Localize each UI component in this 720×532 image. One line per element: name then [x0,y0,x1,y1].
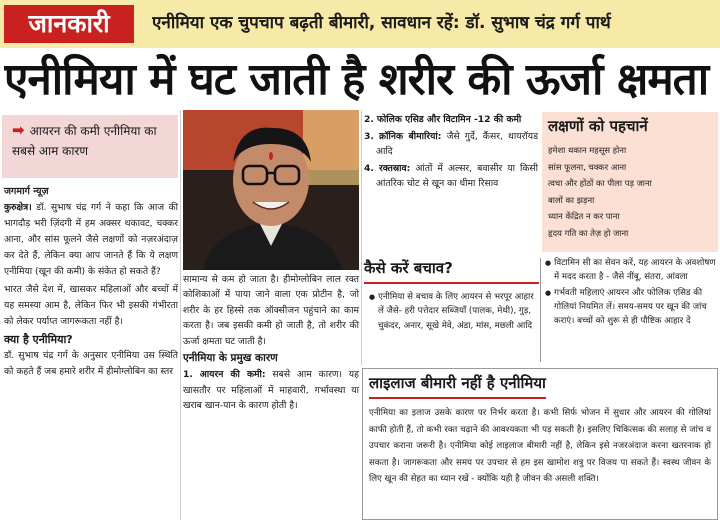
paragraph: भारत जैसे देश में, खासकर महिलाओं और बच्चों में यह समस्या आम है, लेकिन फिर भी इसकी गंभीरता को लेकर पर्याप्त जागरूकता नहीं है। [4,284,178,327]
list-number: 4. [364,162,374,174]
box-title: लाइलाज बीमारी नहीं है एनीमिया [369,373,546,399]
prevention-item: ● एनीमिया से बचाव के लिए आयरन से भरपूर आहार लें जैसे- हरी पत्तेदार सब्जियाँ (पालक, मेथी), गुड़, चुकंदर, अनार, सूखे मेवे, अंडा, मांस, मछली आदि [368,290,538,333]
list-item [364,129,538,160]
byline: जगमार्ग न्यूज़ [4,186,49,197]
list-number: 3. [364,130,374,142]
headline: एनीमिया में घट जाती है शरीर की ऊर्जा क्षमता [4,54,709,105]
list-item-text: सबसे आम कारण। यह खासतौर पर महिलाओं में माहवारी, गर्भावस्था या खराब खान-पान के कारण होती है। [183,369,360,412]
portrait-illustration [183,110,359,270]
symptom-item: हमेशा थकान महसूस होना [548,145,627,155]
column-divider [361,110,362,365]
subheading: एनीमिया के प्रमुख कारण [183,352,278,365]
list-number: 2. [364,114,374,125]
list-item [364,161,538,192]
list-item-head: आयरन की कमी: [199,369,266,381]
prevention-left [368,290,538,335]
paragraph: डॉ. सुभाष चंद्र गर्ग ने कहा कि आज की भागदौड़ भरी ज़िंदगी में हम अक्सर थकावट, चक्कर आना, और सांस फूलने जैसे लक्षणों को नज़रअंदाज़ कर देते हैं, लेकिन क्या आप जानते हैं कि ये लक्षण एनीमिया (खून की कमी) के संकेत हो सकते हैं? [4,202,178,277]
prevention-right [544,256,716,330]
symptoms-title: लक्षणों को पहचानें [548,117,648,135]
highlight-text: आयरन की कमी एनीमिया का सबसे आम कारण [12,124,157,158]
symptom-item: सांस फूलना, चक्कर आना [548,161,627,172]
section-tag: जानकारी [4,5,134,43]
subheadline: एनीमिया एक चुपचाप बढ़ती बीमारी, सावधान रहें: डॉ. सुभाष चंद्र गर्ग पार्थ [152,13,611,33]
paragraph: सामान्य से कम हो जाता है। हीमोग्लोबिन लाल रक्त कोशिकाओं में पाया जाने वाला एक प्रोटीन है, जो शरीर के हर हिस्से तक ऑक्सीजन पहुंचाने का काम करता है। जब इसकी कमी हो जाती है, तो शरीर की ऊर्जा क्षमता घट जाती है। [183,274,359,347]
column-divider [540,258,541,362]
doctor-photo [183,110,359,270]
list-item-text: आंतों में अल्सर, बवासीर या किसी आंतरिक चोट से खून का धीमा रिसाव [376,162,539,190]
symptom-item: हृदय गति का तेज़ हो जाना [548,227,629,238]
highlight-box [2,115,178,178]
list-item-head: क्रॉनिक बीमारियां: [379,130,442,142]
symptoms-list [548,142,712,241]
box-body: एनीमिया का इलाज उसके कारण पर निर्भर करता है। कभी सिर्फ भोजन में सुधार और आयरन की गोलियां काफी होती हैं, तो कभी रक्त चढ़ाने की आवश्यकता भी पड़ सकती है। इसलिए चिकित्सक की सलाह से जांच व उपचार कराना जरूरी है। एनीमिया कोई लाइलाज बीमारी नहीं है, लेकिन इसे नजरअंदाज करना खतरनाक हो सकता है। जागरूकता और समय पर उपचार से हम इस खामोश शत्रु पर विजय पा सकते हैं। स्वस्थ जीवन के लिए खून की सेहत का ध्यान रखें - क्योंकि यही है जीवन की असली शक्ति। [369,408,711,484]
symptoms-box [542,112,718,252]
prevention-title: कैसे करें बचाव? [364,258,539,284]
column-divider [180,110,181,520]
symptom-item: बालों का झड़ना [548,194,595,205]
header-band [0,0,720,48]
dateline: कुरुक्षेत्र। [4,202,32,213]
article-column-1 [4,200,178,382]
list-item [364,112,538,128]
arrow-right-icon: ➡ [12,121,25,139]
not-incurable-box [362,368,718,520]
prevention-item: ● गर्भवती महिलाएं आयरन और फोलिक एसिड की गोलियां नियमित लें। समय-समय पर खून की जांच कराएं। बच्चों को शुरू से ही पौष्टिक आहार दें [544,286,716,328]
list-item-text: फोलिक एसिड और विटामिन -12 की कमी [376,114,522,125]
article-column-3 [364,112,538,193]
prevention-item: ● विटामिन सी का सेवन करें, यह आयरन के अवशोषण में मदद करता है - जैसे नींबू, संतरा, आंवला [544,256,716,284]
symptom-item: त्वचा और होंठों का पीला पड़ जाना [548,178,652,188]
list-number: 1. [183,369,193,381]
paragraph: डॉ. सुभाष चंद्र गर्ग के अनुसार एनीमिया उस स्थिति को कहते हैं जब हमारे शरीर में हीमोग्लोबिन का स्तर [4,350,178,377]
article-column-2 [183,272,359,414]
list-item-head: रक्तस्राव: [378,162,411,174]
list-item-text: जैसे गुर्दे, कैंसर, थायरॉयड आदि [376,130,538,158]
subheading: क्या है एनीमिया? [4,333,73,346]
symptom-item: ध्यान केंद्रित न कर पाना [548,211,620,221]
